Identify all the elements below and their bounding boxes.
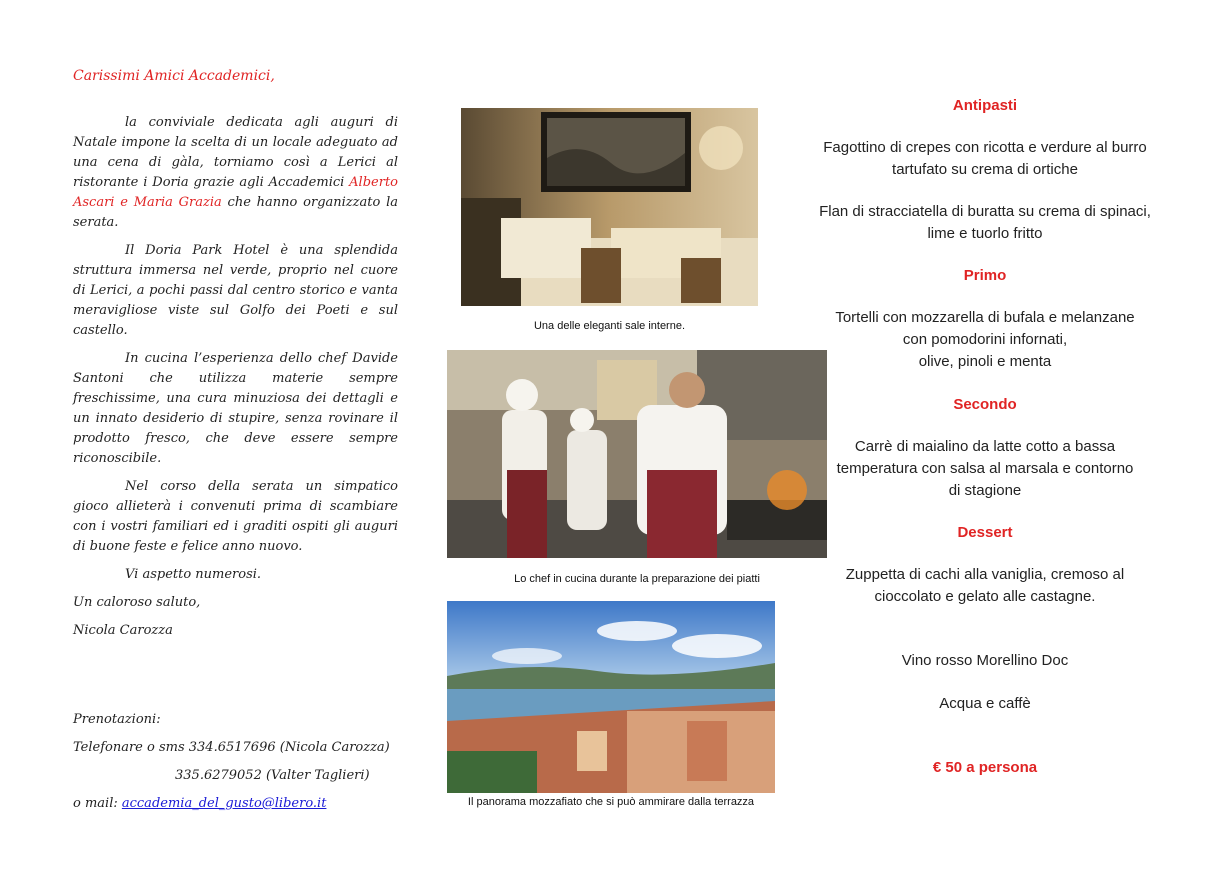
email-link[interactable]: accademia_del_gusto@libero.it (121, 796, 327, 811)
menu-primo-line-2: con pomodorini infornati, (902, 331, 1068, 348)
photo-caption-3: Il panorama mozzafiato che si può ammirare dalla terrazza (467, 796, 755, 808)
letter-closing: Un caloroso saluto, (73, 595, 201, 610)
letter-paragraph-3: In cucina l’esperienza dello chef Davide Santoni che utilizza materie sempre freschissime, una cura minuziosa dei dettagli e un innato desiderio di stupire, senza rovinare il prodotto fresco, che deve essere sempre riconoscibile. (73, 351, 398, 466)
letter-paragraph-5: Vi aspetto numerosi. (125, 567, 262, 582)
menu-wine: Vino rosso Morellino Doc (901, 652, 1069, 669)
menu-section-primo: Primo (963, 267, 1007, 284)
kitchen-photo (447, 350, 827, 558)
menu-antipasto-2: Flan di stracciatella di buratta su crema di spinaci, lime e tuorlo fritto (819, 203, 1151, 242)
letter-greeting: Carissimi Amici Accademici, (73, 68, 275, 84)
booking-info (73, 706, 403, 818)
letter-paragraph-2: Il Doria Park Hotel è una splendida struttura immersa nel verde, proprio nel cuore di Lerici, a pochi passi dal centro storico e vanta meravigliose viste sul Golfo dei Poeti e sul castello. (73, 243, 398, 338)
menu-dessert: Zuppetta di cachi alla vaniglia, cremoso al cioccolato e gelato alle castagne. (845, 566, 1125, 605)
booking-title: Prenotazioni: (73, 712, 161, 727)
letter-paragraph-1: la conviviale dedicata agli auguri di Natale impone la scelta di un locale adeguato ad una cena di gàla, torniamo così a Lerici al ristorante i Doria grazie agli Accademici Alberto Ascari e Maria Grazia che hanno organizzato la serata. (73, 115, 398, 230)
booking-phone-1: Telefonare o sms 334.6517696 (Nicola Carozza) (73, 740, 390, 755)
dinner-menu (815, 95, 1155, 779)
dining-room-photo (461, 108, 758, 306)
photo-caption-2: Lo chef in cucina durante la preparazione dei piatti (514, 573, 760, 585)
invitation-letter (73, 66, 398, 649)
host-names: Alberto Ascari e Maria Grazia (73, 175, 398, 210)
menu-price: € 50 a persona (932, 759, 1038, 776)
menu-section-secondo: Secondo (953, 396, 1017, 413)
menu-secondo: Carrè di maialino da latte cotto a bassa temperatura con salsa al marsala e contorno di stagione (836, 438, 1134, 499)
booking-phone-2: 335.6279052 (Valter Taglieri) (175, 768, 370, 783)
menu-water-coffee: Acqua e caffè (939, 695, 1031, 712)
booking-mail: o mail: accademia_del_gusto@libero.it (73, 796, 327, 811)
menu-primo-line-3: olive, pinoli e menta (918, 353, 1052, 370)
menu-section-dessert: Dessert (957, 524, 1013, 541)
menu-section-antipasti: Antipasti (952, 97, 1018, 114)
photo-caption-1: Una delle eleganti sale interne. (533, 320, 686, 332)
letter-paragraph-4: Nel corso della serata un simpatico gioco allieterà i convenuti prima di scambiare con i vostri familiari ed i graditi ospiti gli auguri di buone feste e felice anno nuovo. (73, 479, 398, 554)
menu-antipasto-1: Fagottino di crepes con ricotta e verdure al burro tartufato su crema di ortiche (823, 139, 1147, 178)
panorama-photo (447, 601, 775, 793)
menu-primo-line-1: Tortelli con mozzarella di bufala e melanzane (835, 309, 1135, 326)
letter-signature: Nicola Carozza (73, 623, 173, 638)
